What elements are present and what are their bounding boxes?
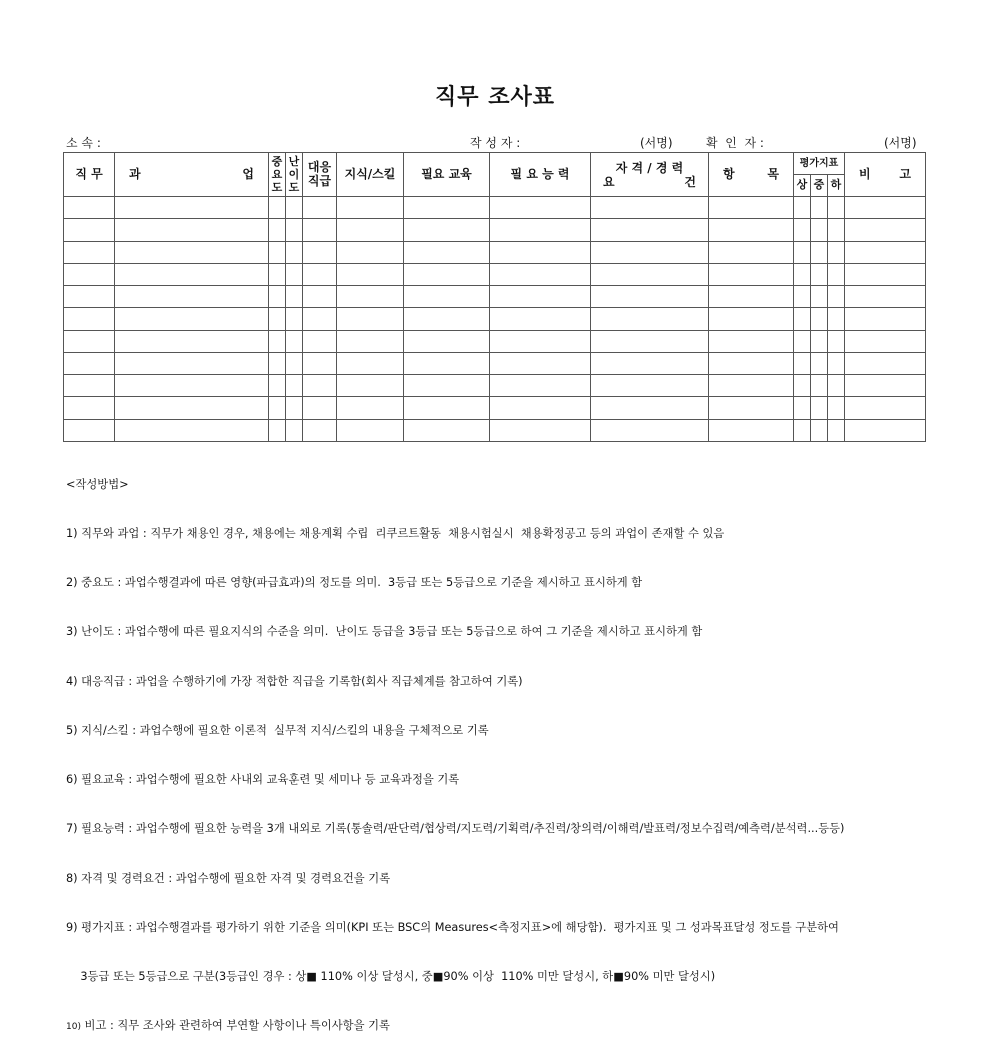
table-row: [64, 419, 926, 441]
table-cell[interactable]: [794, 352, 811, 374]
table-cell[interactable]: [845, 397, 926, 419]
table-cell[interactable]: [811, 286, 828, 308]
instruction-10: [66, 1018, 844, 1035]
header-cert-right: 건: [684, 174, 696, 189]
table-cell[interactable]: [115, 375, 269, 397]
table-cell[interactable]: [709, 219, 794, 241]
table-cell[interactable]: [115, 397, 269, 419]
table-cell[interactable]: [115, 330, 269, 352]
table-cell[interactable]: [811, 308, 828, 330]
table-cell[interactable]: [709, 308, 794, 330]
table-cell[interactable]: [269, 308, 286, 330]
table-cell[interactable]: [269, 241, 286, 263]
table-cell[interactable]: [286, 263, 303, 285]
table-cell[interactable]: [828, 241, 845, 263]
table-cell[interactable]: [269, 397, 286, 419]
table-cell[interactable]: [404, 219, 490, 241]
table-cell[interactable]: [269, 263, 286, 285]
table-cell[interactable]: [337, 286, 404, 308]
table-cell[interactable]: [269, 330, 286, 352]
table-cell[interactable]: [64, 352, 115, 374]
table-cell[interactable]: [286, 308, 303, 330]
table-cell[interactable]: [337, 308, 404, 330]
table-cell[interactable]: [845, 419, 926, 441]
table-cell[interactable]: [591, 263, 709, 285]
table-cell[interactable]: [490, 352, 591, 374]
table-cell[interactable]: [115, 286, 269, 308]
table-cell[interactable]: [115, 308, 269, 330]
table-cell[interactable]: [269, 419, 286, 441]
header-eval: [794, 153, 845, 175]
instruction-7: 7) 필요능력 : 과업수행에 필요한 능력을 3개 내외로 기록(통솔력/판단력/협상력/지도력/기획력/추진력/창의력/이해력/발표력/정보수집력/예측력/분석력...등등): [66, 822, 845, 836]
instruction-3: 3) 난이도 : 과업수행에 따른 필요지식의 수준을 의미. 난이도 등급을 3등급 또는 5등급으로 하여 그 기준을 제시하고 표시하게 함: [66, 625, 703, 639]
table-cell[interactable]: [115, 352, 269, 374]
table-row: [64, 397, 926, 419]
table-cell[interactable]: [337, 419, 404, 441]
table-cell[interactable]: [269, 197, 286, 219]
table-cell[interactable]: [115, 419, 269, 441]
table-cell[interactable]: [64, 263, 115, 285]
header-remarks-right: 고: [899, 166, 911, 181]
table-cell[interactable]: [490, 241, 591, 263]
confirmer-label: 확 인 자 :: [706, 136, 764, 150]
table-cell[interactable]: [404, 241, 490, 263]
table-cell[interactable]: [591, 397, 709, 419]
table-cell[interactable]: [64, 241, 115, 263]
table-cell[interactable]: [845, 263, 926, 285]
table-cell[interactable]: [845, 375, 926, 397]
header-cert-left: 요: [603, 174, 615, 189]
table-cell[interactable]: [845, 308, 926, 330]
table-cell[interactable]: [303, 286, 337, 308]
header-ability: 필 요 능 력: [490, 153, 591, 197]
header-certification: [591, 153, 709, 197]
table-cell[interactable]: [490, 263, 591, 285]
header-difficulty-text: 난이도: [288, 154, 300, 194]
table-cell[interactable]: [64, 397, 115, 419]
header-remarks: [845, 153, 926, 197]
table-cell[interactable]: [591, 419, 709, 441]
table-row: [64, 352, 926, 374]
table-cell[interactable]: [337, 197, 404, 219]
table-cell[interactable]: [286, 419, 303, 441]
table-cell[interactable]: [404, 375, 490, 397]
author-label: 작 성 자 :: [470, 136, 521, 150]
affiliation-label: 소 속 :: [66, 136, 101, 150]
table-cell[interactable]: [337, 352, 404, 374]
table-cell[interactable]: [303, 419, 337, 441]
table-row: [64, 241, 926, 263]
table-cell[interactable]: [591, 308, 709, 330]
author-sign: (서명): [640, 136, 673, 150]
header-remarks-left: 비: [859, 166, 871, 181]
table-cell[interactable]: [490, 197, 591, 219]
table-cell[interactable]: [709, 352, 794, 374]
table-cell[interactable]: [828, 308, 845, 330]
table-cell[interactable]: [828, 397, 845, 419]
table-cell[interactable]: [828, 352, 845, 374]
table-cell[interactable]: [828, 375, 845, 397]
table-cell[interactable]: [404, 263, 490, 285]
instruction-6: 6) 필요교육 : 과업수행에 필요한 사내외 교육훈련 및 세미나 등 교육과정을 기록: [66, 773, 460, 787]
header-difficulty: [286, 153, 303, 197]
table-cell[interactable]: [286, 197, 303, 219]
table-cell[interactable]: [811, 241, 828, 263]
table-cell[interactable]: [115, 197, 269, 219]
table-cell[interactable]: [845, 352, 926, 374]
table-cell[interactable]: [64, 375, 115, 397]
table-body: [64, 197, 926, 442]
table-cell[interactable]: [828, 330, 845, 352]
table-cell[interactable]: [115, 219, 269, 241]
table-cell[interactable]: [64, 197, 115, 219]
table-cell[interactable]: [709, 419, 794, 441]
table-cell[interactable]: [490, 419, 591, 441]
table-cell[interactable]: [303, 308, 337, 330]
table-cell[interactable]: [794, 197, 811, 219]
table-row: [64, 197, 926, 219]
table-cell[interactable]: [794, 375, 811, 397]
table-row: [64, 375, 926, 397]
table-cell[interactable]: [303, 330, 337, 352]
table-cell[interactable]: [404, 286, 490, 308]
header-eval-mid: 중: [811, 175, 828, 197]
table-cell[interactable]: [404, 197, 490, 219]
table-cell[interactable]: [490, 397, 591, 419]
instructions-heading: <작성방법>: [66, 477, 129, 491]
table-cell[interactable]: [269, 352, 286, 374]
table-cell[interactable]: [337, 263, 404, 285]
table-cell[interactable]: [591, 375, 709, 397]
table-cell[interactable]: [709, 263, 794, 285]
table-cell[interactable]: [811, 419, 828, 441]
table-cell[interactable]: [337, 219, 404, 241]
table-cell[interactable]: [303, 241, 337, 263]
table-cell[interactable]: [490, 219, 591, 241]
table-cell[interactable]: [794, 308, 811, 330]
instruction-10-number: 10): [66, 1022, 81, 1033]
header-item-right: 목: [767, 166, 779, 181]
table-cell[interactable]: [709, 330, 794, 352]
instruction-9: 9) 평가지표 : 과업수행결과를 평가하기 위한 기준을 의미(KPI 또는 BSC의 Measures<측정지표>에 해당함). 평가지표 및 그 성과목표달성 정도를 구분하여: [66, 920, 839, 934]
table-cell[interactable]: [811, 352, 828, 374]
table-cell[interactable]: [811, 219, 828, 241]
header-item: [709, 153, 794, 197]
table-cell[interactable]: [303, 219, 337, 241]
table-cell[interactable]: [303, 397, 337, 419]
instruction-10-text: 비고 : 직무 조사와 관련하여 부연할 사항이나 특이사항을 기록: [80, 1019, 390, 1033]
table-cell[interactable]: [404, 330, 490, 352]
header-cert-line1: 자 격 / 경 력: [615, 160, 684, 175]
table-cell[interactable]: [845, 286, 926, 308]
table-cell[interactable]: [845, 241, 926, 263]
table-cell[interactable]: [845, 330, 926, 352]
table-cell[interactable]: [828, 197, 845, 219]
header-eval-high: 상: [794, 175, 811, 197]
table-cell[interactable]: [811, 263, 828, 285]
header-knowledge: 지식/스킬: [337, 153, 404, 197]
table-cell[interactable]: [709, 397, 794, 419]
instructions: [66, 444, 844, 1052]
table-cell[interactable]: [811, 197, 828, 219]
header-importance: [269, 153, 286, 197]
table-cell[interactable]: [286, 352, 303, 374]
table-cell[interactable]: [709, 286, 794, 308]
table-cell[interactable]: [591, 352, 709, 374]
table-cell[interactable]: [404, 397, 490, 419]
confirmer-sign: (서명): [884, 136, 917, 150]
table-cell[interactable]: [490, 308, 591, 330]
header-education: 필요 교육: [404, 153, 490, 197]
header-job: 직 무: [64, 153, 115, 197]
header-task-left: 과: [129, 166, 141, 181]
table-cell[interactable]: [490, 375, 591, 397]
instruction-2: 2) 중요도 : 과업수행결과에 따른 영향(파급효과)의 정도를 의미. 3등급 또는 5등급으로 기준을 제시하고 표시하게 함: [66, 576, 643, 590]
table-cell[interactable]: [490, 330, 591, 352]
table-cell[interactable]: [286, 219, 303, 241]
table-cell[interactable]: [64, 330, 115, 352]
table-cell[interactable]: [337, 375, 404, 397]
table-cell[interactable]: [794, 397, 811, 419]
table-cell[interactable]: [591, 219, 709, 241]
header-item-left: 항: [723, 166, 735, 181]
table-cell[interactable]: [794, 263, 811, 285]
instruction-5: 5) 지식/스킬 : 과업수행에 필요한 이론적 실무적 지식/스킬의 내용을 구체적으로 기록: [66, 723, 489, 737]
table-row: [64, 308, 926, 330]
table-cell[interactable]: [828, 263, 845, 285]
header-grade: [303, 153, 337, 197]
header-task-right: 업: [242, 166, 254, 181]
table-cell[interactable]: [591, 330, 709, 352]
instruction-9-cont: 3등급 또는 5등급으로 구분(3등급인 경우 : 상■ 110% 이상 달성시, 중■90% 이상 110% 미만 달성시, 하■90% 미만 달성시): [66, 970, 716, 983]
table-cell[interactable]: [709, 375, 794, 397]
table-cell[interactable]: [64, 286, 115, 308]
table-row: [64, 219, 926, 241]
instruction-1: 1) 직무와 과업 : 직무가 채용인 경우, 채용에는 채용계획 수립 리쿠르트활동 채용시험실시 채용확정공고 등의 과업이 존재할 수 있음: [66, 527, 725, 541]
table-cell[interactable]: [286, 397, 303, 419]
table-cell[interactable]: [811, 330, 828, 352]
table-cell[interactable]: [794, 219, 811, 241]
table-cell[interactable]: [845, 197, 926, 219]
instruction-4: 4) 대응직급 : 과업을 수행하기에 가장 적합한 직급을 기록함(회사 직급체계를 참고하여 기록): [66, 674, 523, 688]
table-cell[interactable]: [64, 308, 115, 330]
table-cell[interactable]: [286, 375, 303, 397]
table-cell[interactable]: [490, 286, 591, 308]
table-cell[interactable]: [404, 352, 490, 374]
table-cell[interactable]: [337, 397, 404, 419]
table-cell[interactable]: [404, 308, 490, 330]
table-cell[interactable]: [303, 352, 337, 374]
table-cell[interactable]: [591, 286, 709, 308]
instruction-8: 8) 자격 및 경력요건 : 과업수행에 필요한 자격 및 경력요건을 기록: [66, 871, 391, 885]
header-task: [115, 153, 269, 197]
table-cell[interactable]: [115, 241, 269, 263]
table-cell[interactable]: [591, 241, 709, 263]
table-cell[interactable]: [811, 375, 828, 397]
table-cell[interactable]: [286, 286, 303, 308]
table-cell[interactable]: [794, 419, 811, 441]
header-eval-low: 하: [828, 175, 845, 197]
table-cell[interactable]: [709, 241, 794, 263]
table-cell[interactable]: [794, 286, 811, 308]
table-cell[interactable]: [286, 330, 303, 352]
table-cell[interactable]: [64, 219, 115, 241]
table-cell[interactable]: [709, 197, 794, 219]
header-eval-text: 평가지표: [799, 158, 839, 169]
table-cell[interactable]: [269, 375, 286, 397]
page-title: 직무 조사표: [435, 85, 555, 110]
table-cell[interactable]: [303, 263, 337, 285]
table-cell[interactable]: [286, 241, 303, 263]
table-cell[interactable]: [828, 419, 845, 441]
header-importance-text: 중요도: [271, 154, 283, 194]
table-cell[interactable]: [337, 241, 404, 263]
header-grade-text: 대응직급: [307, 160, 332, 188]
table-cell[interactable]: [64, 419, 115, 441]
table-cell[interactable]: [303, 375, 337, 397]
table-cell[interactable]: [337, 330, 404, 352]
table-cell[interactable]: [303, 197, 337, 219]
table-cell[interactable]: [794, 330, 811, 352]
table-cell[interactable]: [591, 197, 709, 219]
table-row: [64, 330, 926, 352]
table-cell[interactable]: [794, 241, 811, 263]
table-cell[interactable]: [115, 263, 269, 285]
table-cell[interactable]: [845, 219, 926, 241]
table-row: [64, 263, 926, 285]
table-cell[interactable]: [269, 286, 286, 308]
table-cell[interactable]: [811, 397, 828, 419]
table-cell[interactable]: [404, 419, 490, 441]
table-cell[interactable]: [828, 219, 845, 241]
table-row: [64, 286, 926, 308]
table-cell[interactable]: [269, 219, 286, 241]
table-cell[interactable]: [828, 286, 845, 308]
job-survey-table: [63, 152, 926, 442]
